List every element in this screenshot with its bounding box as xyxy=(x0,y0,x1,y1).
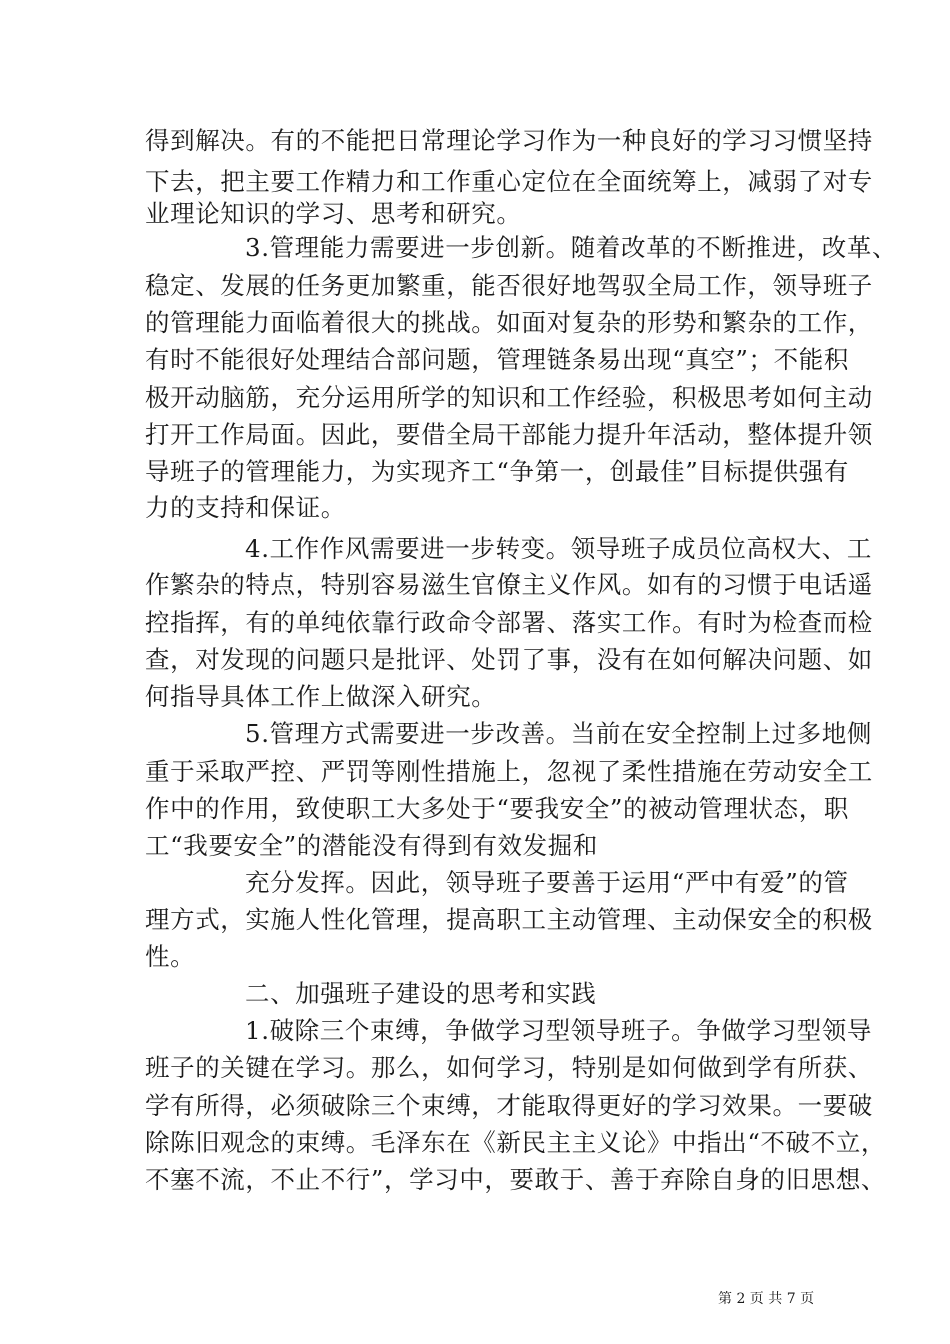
text-line: 作中的作用，致使职工大多处于“要我安全”的被动管理状态，职 xyxy=(145,794,849,823)
text-line: 有时不能很好处理结合部问题，管理链条易出现“真空”；不能积 xyxy=(145,345,849,374)
paragraph-start: 4.工作作风需要进一步转变。领导班子成员位高权大、工 xyxy=(245,534,872,563)
paragraph-start: 3.管理能力需要进一步创新。随着改革的不断推进，改革、 xyxy=(245,233,898,262)
paragraph-start: 5.管理方式需要进一步改善。当前在安全控制上过多地侧 xyxy=(245,719,872,748)
text-line: 打开工作局面。因此，要借全局干部能力提升年活动，整体提升领 xyxy=(145,420,873,449)
text-line: 理方式，实施人性化管理，提高职工主动管理、主动保安全的积极 xyxy=(145,905,873,934)
text-line: 重于采取严控、严罚等刚性措施上，忽视了柔性措施在劳动安全工 xyxy=(145,757,873,786)
text-line: 业理论知识的学习、思考和研究。 xyxy=(145,199,522,228)
text-line: 下去，把主要工作精力和工作重心定位在全面统筹上，减弱了对专 xyxy=(145,167,873,196)
text-line: 的管理能力面临着很大的挑战。如面对复杂的形势和繁杂的工作， xyxy=(145,308,873,337)
text-line: 控指挥，有的单纯依靠行政命令部署、落实工作。有时为检查而检 xyxy=(145,608,873,637)
paragraph-start: 1.破除三个束缚，争做学习型领导班子。争做学习型领导 xyxy=(245,1016,872,1045)
text-line: 学有所得，必须破除三个束缚，才能取得更好的学习效果。一要破 xyxy=(145,1091,873,1120)
page-number-footer: 第 2 页 共 7 页 xyxy=(718,1291,815,1307)
text-line: 查，对发现的问题只是批评、处罚了事，没有在如何解决问题、如 xyxy=(145,645,873,674)
text-line: 得到解决。有的不能把日常理论学习作为一种良好的学习习惯坚持 xyxy=(145,126,873,155)
text-line: 除陈旧观念的束缚。毛泽东在《新民主主义论》中指出“不破不立， xyxy=(145,1128,887,1157)
text-line: 性。 xyxy=(145,942,196,971)
text-line: 不塞不流，不止不行”，学习中，要敢于、善于弃除自身的旧思想、 xyxy=(145,1165,887,1194)
text-line: 作繁杂的特点，特别容易滋生官僚主义作风。如有的习惯于电话遥 xyxy=(145,570,873,599)
text-line: 班子的关键在学习。那么，如何学习，特别是如何做到学有所获、 xyxy=(145,1053,873,1082)
text-line: 何指导具体工作上做深入研究。 xyxy=(145,682,497,711)
paragraph-start: 充分发挥。因此，领导班子要善于运用“严中有爱”的管 xyxy=(245,868,849,897)
text-line: 导班子的管理能力，为实现齐工“争第一，创最佳”目标提供强有 xyxy=(145,457,849,486)
text-line: 极开动脑筋，充分运用所学的知识和工作经验，积极思考如何主动 xyxy=(145,383,873,412)
text-line: 稳定、发展的任务更加繁重，能否很好地驾驭全局工作，领导班子 xyxy=(145,271,873,300)
section-heading: 二、加强班子建设的思考和实践 xyxy=(245,979,597,1008)
text-line: 力的支持和保证。 xyxy=(145,493,346,522)
text-line: 工“我要安全”的潜能没有得到有效发掘和 xyxy=(145,831,598,860)
